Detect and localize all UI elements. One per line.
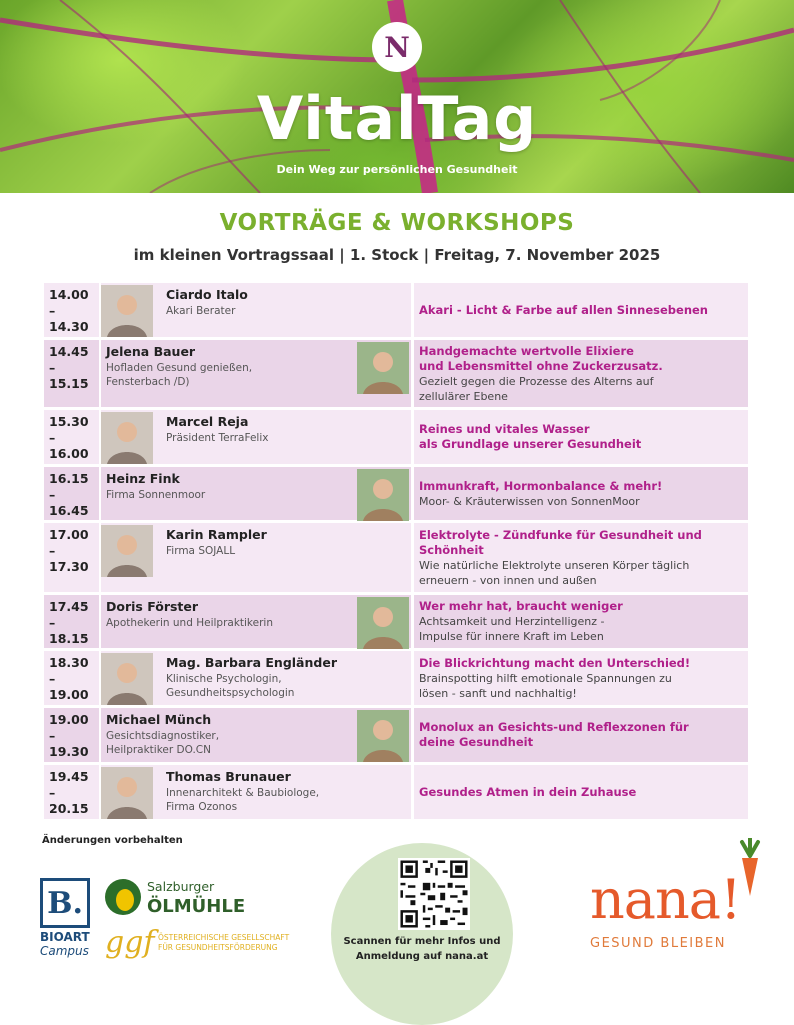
- talk-cell: [414, 708, 748, 762]
- talk-title: Immunkraft, Hormonbalance & mehr!: [419, 479, 663, 493]
- speaker-role: Akari Berater: [166, 305, 236, 317]
- time-start: 14.45 –: [49, 344, 89, 375]
- time-end: 19.00: [49, 687, 89, 702]
- talk-description: Impulse für innere Kraft im Leben: [419, 630, 604, 643]
- talk-title: Reines und vitales Wasser: [419, 422, 590, 436]
- talk-description: erneuern - von innen und außen: [419, 574, 597, 587]
- speaker-photo: [101, 525, 153, 577]
- time-cell: [44, 283, 99, 337]
- time-cell: [44, 410, 99, 464]
- campus-text: Campus: [40, 944, 89, 958]
- time-start: 14.00 –: [49, 287, 89, 318]
- talk-title: Handgemachte wertvolle Elixiere: [419, 344, 634, 358]
- time-start: 15.30 –: [49, 414, 89, 445]
- speaker-cell: [101, 467, 411, 520]
- schedule-row: [44, 467, 748, 520]
- time-cell: [44, 340, 99, 407]
- time-end: 16.45: [49, 503, 89, 518]
- speaker-role: Firma Ozonos: [166, 801, 238, 813]
- schedule-row: [44, 651, 748, 705]
- time-slot: [49, 287, 99, 335]
- talk-description: lösen - sanft und nachhaltig!: [419, 687, 577, 700]
- qr-caption-line2: Anmeldung auf nana.at: [355, 951, 489, 962]
- talk-cell: [414, 651, 748, 705]
- speaker-role: Innenarchitekt & Baubiologe,: [166, 787, 320, 799]
- speaker-name: Michael Münch: [106, 712, 212, 727]
- time-slot: [49, 599, 99, 647]
- logo-letter: N: [384, 30, 410, 64]
- speaker-cell: [101, 523, 411, 592]
- time-slot: [49, 769, 99, 817]
- oelmuehle-line2: ÖLMÜHLE: [147, 896, 246, 917]
- speaker-role: Apothekerin und Heilpraktikerin: [106, 617, 273, 629]
- time-start: 18.30 –: [49, 655, 89, 686]
- schedule-row: [44, 410, 748, 464]
- time-slot: [49, 471, 99, 519]
- speaker-name: Marcel Reja: [166, 414, 249, 429]
- time-cell: [44, 651, 99, 705]
- speaker-cell: [101, 410, 411, 464]
- talk-description: Gezielt gegen die Prozesse des Alterns auf: [419, 375, 654, 388]
- event-title: VitalTag: [256, 84, 538, 154]
- time-slot: [49, 712, 99, 760]
- changes-note: Änderungen vorbehalten: [42, 835, 183, 846]
- time-slot: [49, 414, 99, 462]
- time-start: 17.45 –: [49, 599, 89, 630]
- talk-title: Monolux an Gesichts-und Reflexzonen für: [419, 720, 689, 734]
- bioart-mark: B.: [40, 878, 90, 928]
- talk-title: als Grundlage unserer Gesundheit: [419, 437, 642, 451]
- time-slot: [49, 344, 99, 392]
- speaker-role: Gesundheitspsychologin: [166, 687, 295, 699]
- speaker-cell: [101, 595, 411, 648]
- speaker-name: Karin Rampler: [166, 527, 267, 542]
- schedule-row: [44, 595, 748, 648]
- talk-cell: [414, 523, 748, 592]
- talk-title: Die Blickrichtung macht den Unterschied!: [419, 656, 691, 670]
- venue-date-line: im kleinen Vortragssaal | 1. Stock | Freitag, 7. November 2025: [133, 246, 661, 264]
- time-end: 17.30: [49, 559, 89, 574]
- speaker-cell: [101, 708, 411, 762]
- talk-title: Schönheit: [419, 543, 484, 557]
- time-end: 19.30: [49, 744, 89, 759]
- event-subtitle: Dein Weg zur persönlichen Gesundheit: [276, 163, 518, 176]
- talk-cell: [414, 595, 748, 648]
- speaker-role: Hofladen Gesund genießen,: [106, 362, 253, 374]
- talk-cell: [414, 283, 748, 337]
- talk-title: Wer mehr hat, braucht weniger: [419, 599, 623, 613]
- qr-pattern-icon: [398, 858, 470, 930]
- nana-tagline: GESUND BLEIBEN: [590, 936, 726, 951]
- speaker-name: Doris Förster: [106, 599, 199, 614]
- schedule-row: [44, 523, 748, 592]
- time-start: 19.45 –: [49, 769, 89, 800]
- bioart-text: BIOART: [40, 930, 90, 944]
- talk-cell: [414, 467, 748, 520]
- schedule-row: [44, 283, 748, 337]
- talk-title: Elektrolyte - Zündfunke für Gesundheit und: [419, 528, 702, 542]
- speaker-role: Präsident TerraFelix: [166, 432, 269, 444]
- time-start: 19.00 –: [49, 712, 89, 743]
- speaker-role: Heilpraktiker DO.CN: [106, 744, 211, 756]
- speaker-photo: [357, 469, 409, 521]
- oelmuehle-line1: Salzburger: [147, 879, 215, 894]
- schedule-row: [44, 340, 748, 407]
- speaker-cell: [101, 283, 411, 337]
- time-end: 14.30: [49, 319, 89, 334]
- speaker-photo: [357, 710, 409, 762]
- talk-title: Gesundes Atmen in dein Zuhause: [419, 785, 637, 799]
- time-end: 15.15: [49, 376, 89, 391]
- talk-description: Wie natürliche Elektrolyte unseren Körper täglich: [419, 559, 690, 572]
- time-cell: [44, 595, 99, 648]
- time-slot: [49, 527, 99, 575]
- section-title: VORTRÄGE & WORKSHOPS: [219, 210, 575, 236]
- time-cell: [44, 708, 99, 762]
- speaker-photo: [357, 342, 409, 394]
- talk-description: zellulärer Ebene: [419, 390, 508, 403]
- speaker-role: Firma Sonnenmoor: [106, 489, 206, 501]
- time-cell: [44, 765, 99, 819]
- speaker-name: Heinz Fink: [106, 471, 180, 486]
- schedule-row: [44, 765, 748, 819]
- ggf-line1: ÖSTERREICHISCHE GESELLSCHAFT: [158, 933, 290, 942]
- speaker-photo: [101, 285, 153, 337]
- speaker-photo: [101, 767, 153, 819]
- time-end: 18.15: [49, 631, 89, 646]
- time-slot: [49, 655, 99, 703]
- talk-cell: [414, 765, 748, 819]
- speaker-name: Thomas Brunauer: [166, 769, 291, 784]
- speaker-role: Gesichtsdiagnostiker,: [106, 730, 220, 742]
- qr-caption-line1: Scannen für mehr Infos und: [343, 936, 501, 947]
- time-cell: [44, 467, 99, 520]
- qr-caption: [332, 934, 512, 964]
- bioart-campus-logo: [40, 878, 95, 958]
- speaker-cell: [101, 651, 411, 705]
- time-end: 16.00: [49, 446, 89, 461]
- speaker-role: Klinische Psychologin,: [166, 673, 282, 685]
- speaker-name: Mag. Barbara Engländer: [166, 655, 337, 670]
- speaker-photo: [101, 412, 153, 464]
- speaker-photo: [101, 653, 153, 705]
- speaker-role: Firma SOJALL: [166, 545, 236, 557]
- speaker-role: Fensterbach /D): [106, 376, 190, 388]
- time-end: 20.15: [49, 801, 89, 816]
- speaker-name: Jelena Bauer: [106, 344, 196, 359]
- talk-cell: [414, 340, 748, 407]
- hero-banner: [0, 0, 794, 193]
- talk-title: deine Gesundheit: [419, 735, 534, 749]
- olive-icon: [105, 879, 141, 915]
- time-cell: [44, 523, 99, 592]
- ggf-line2: FÜR GESUNDHEITSFÖRDERUNG: [158, 943, 278, 952]
- ggf-mark: ggf: [105, 925, 155, 960]
- time-start: 17.00 –: [49, 527, 89, 558]
- time-start: 16.15 –: [49, 471, 89, 502]
- talk-description: Achtsamkeit und Herzintelligenz -: [419, 615, 605, 628]
- speaker-photo: [357, 597, 409, 649]
- schedule-row: [44, 708, 748, 762]
- talk-cell: [414, 410, 748, 464]
- talk-title: und Lebensmittel ohne Zuckerzusatz.: [419, 359, 663, 373]
- speaker-cell: [101, 765, 411, 819]
- talk-title: Akari - Licht & Farbe auf allen Sinnesebenen: [419, 303, 708, 317]
- brand-logo: [372, 22, 422, 72]
- nana-wordmark: nana!: [590, 868, 741, 931]
- speaker-cell: [101, 340, 411, 407]
- qr-code[interactable]: [398, 858, 470, 930]
- talk-description: Brainspotting hilft emotionale Spannungen zu: [419, 672, 672, 685]
- talk-description: Moor- & Kräuterwissen von SonnenMoor: [419, 495, 640, 508]
- speaker-name: Ciardo Italo: [166, 287, 248, 302]
